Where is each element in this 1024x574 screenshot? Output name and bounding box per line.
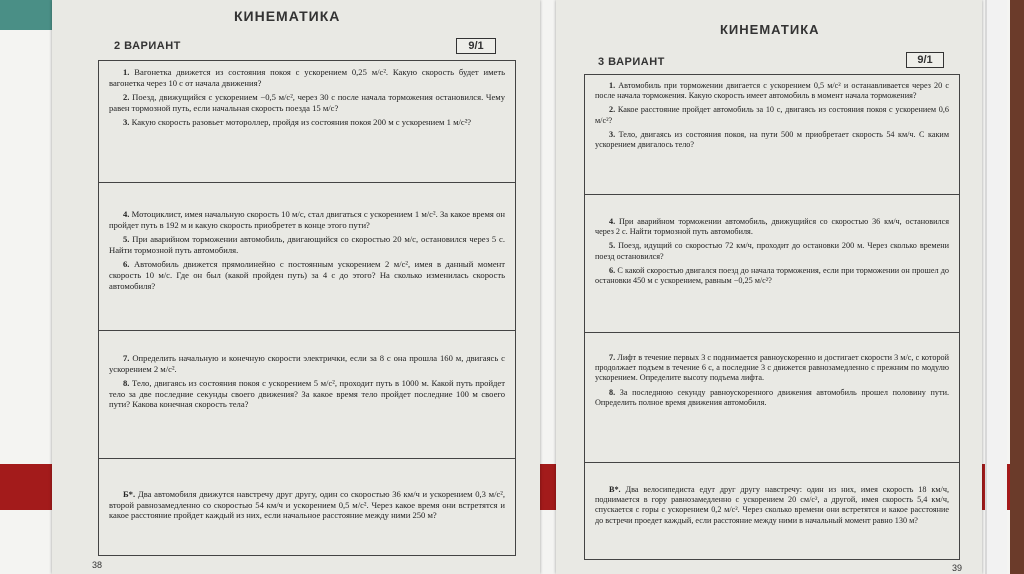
- right-page: [556, 0, 982, 574]
- task-item: 4. Мотоциклист, имея начальную скорость 10 м/с, стал двигаться с ускорением 1 м/с². За какое время он пройдет путь в 192 м и какую скорость приобретет в конце этого пути?: [109, 209, 505, 230]
- background-brick-wall: [1010, 0, 1024, 574]
- task-item: 7. Лифт в течение первых 3 с поднимается равноускоренно и достигает скорости 3 м/с, с которой продолжает подъем в течение 6 с, а последние 3 с движется равнозамедленно с прежним по модулю ускорением. Определите высоту подъема лифта.: [595, 353, 950, 383]
- task-section: [99, 61, 515, 183]
- task-item: В*. Два велосипедиста едут друг другу навстречу: один из них, имея скорость 18 км/ч, поднимается в гору равнозамедленно с ускорением 20 см/с², а другой, имея скорость 5,4 км/ч, спускается с горы с ускорением 0,2 м/с². Через сколько времени они встретятся и какое расстояние до встречи проедет каждый, если расстояние между ними в начальный момент равно 130 м?: [595, 485, 949, 525]
- worksheet-code: 9/1: [906, 52, 944, 68]
- task-section: [585, 463, 959, 559]
- task-item: 8. Тело, двигаясь из состояния покоя с ускорением 5 м/с², проходит путь в 1000 м. Какой путь пройдет тело за две последние секунды своего движения? За какое время тело пройдет последние 100 м своего пути? Какова конечная скорость тела?: [109, 378, 505, 410]
- task-item: 1. Вагонетка движется из состояния покоя с ускорением 0,25 м/с². Какую скорость будет иметь вагонетка через 10 с от начала движения?: [109, 67, 505, 88]
- task-item: 3. Тело, двигаясь из состояния покоя, на пути 500 м приобретает скорость 54 км/ч. С каким ускорением двигалось тело?: [595, 129, 949, 150]
- task-section: [99, 331, 515, 459]
- task-item: 1. Автомобиль при торможении двигается с ускорением 0,5 м/с² и останавливается через 20 с после начала торможения. Какую скорость имеет автомобиль в момент начала торможения?: [595, 81, 949, 101]
- task-item: 2. Поезд, движущийся с ускорением −0,5 м/с², через 30 с после начала торможения остановился. Чему равен тормозной путь, если начальная скорость поезда 15 м/с?: [109, 92, 505, 113]
- task-item: 2. Какое расстояние пройдет автомобиль за 10 с, двигаясь из состояния покоя с ускорением 0,6 м/с²?: [595, 105, 950, 125]
- task-section: [99, 459, 515, 555]
- page-title: КИНЕМАТИКА: [720, 22, 820, 37]
- page-number: 38: [92, 560, 103, 570]
- task-item: 5. Поезд, идущий со скоростью 72 км/ч, проходит до остановки 200 м. Через сколько времени поезд остановился?: [595, 241, 950, 261]
- variant-label: 2 ВАРИАНТ: [114, 40, 181, 52]
- page-title: КИНЕМАТИКА: [234, 8, 341, 24]
- variant-label: 3 ВАРИАНТ: [598, 56, 665, 68]
- page-number: 39: [952, 563, 963, 573]
- task-item: 4. При аварийном торможении автомобиль, движущийся со скоростью 36 км/ч, остановился через 2 с. Найти тормозной путь автомобиля.: [595, 217, 949, 237]
- slide-frame-edge: [985, 0, 1007, 574]
- left-page: [52, 0, 540, 574]
- task-item: 5. При аварийном торможении автомобиль, двигающийся со скоростью 20 м/с, остановился через 5 с. Найти тормозной путь автомобиля.: [109, 234, 505, 255]
- task-table: [98, 60, 516, 556]
- task-item: 7. Определить начальную и конечную скорости электрички, если за 8 с она прошла 160 м, двигаясь с ускорением 2 м/с².: [109, 353, 505, 374]
- task-item: 6. Автомобиль движется прямолинейно с постоянным ускорением 2 м/с², имея в данный момент скорость 10 м/с. Где он был (какой пройден путь) за 4 с до этого? На сколько изменилась скорость автомобиля?: [109, 259, 505, 291]
- task-table: [584, 74, 960, 560]
- task-section: [585, 75, 959, 195]
- task-item: 8. За последнюю секунду равноускоренного движения автомобиль прошел половину пути. Определить полное время движения автомобиля.: [595, 387, 950, 407]
- worksheet-code: 9/1: [456, 38, 496, 54]
- task-item: 3. Какую скорость разовьет мотороллер, пройдя из состояния покоя 200 м с ускорением 1 м/с²?: [123, 117, 472, 128]
- task-section: [585, 195, 959, 333]
- task-section: [99, 183, 515, 331]
- task-item: Б*. Два автомобиля движутся навстречу друг другу, один со скоростью 36 км/ч и ускорением 0,3 м/с², второй равнозамедленно со скоростью 54 км/ч и ускорением 0,5 м/с². Через какое время они встретятся и какое расстояние пройдет каждый из них, если начальное расстояние между ними 250 м?: [109, 489, 505, 521]
- task-item: 6. С какой скоростью двигался поезд до начала торможения, если при торможении он прошел до остановки 450 м с ускорением, равным −0,25 м/с²?: [595, 265, 950, 286]
- task-section: [585, 333, 959, 463]
